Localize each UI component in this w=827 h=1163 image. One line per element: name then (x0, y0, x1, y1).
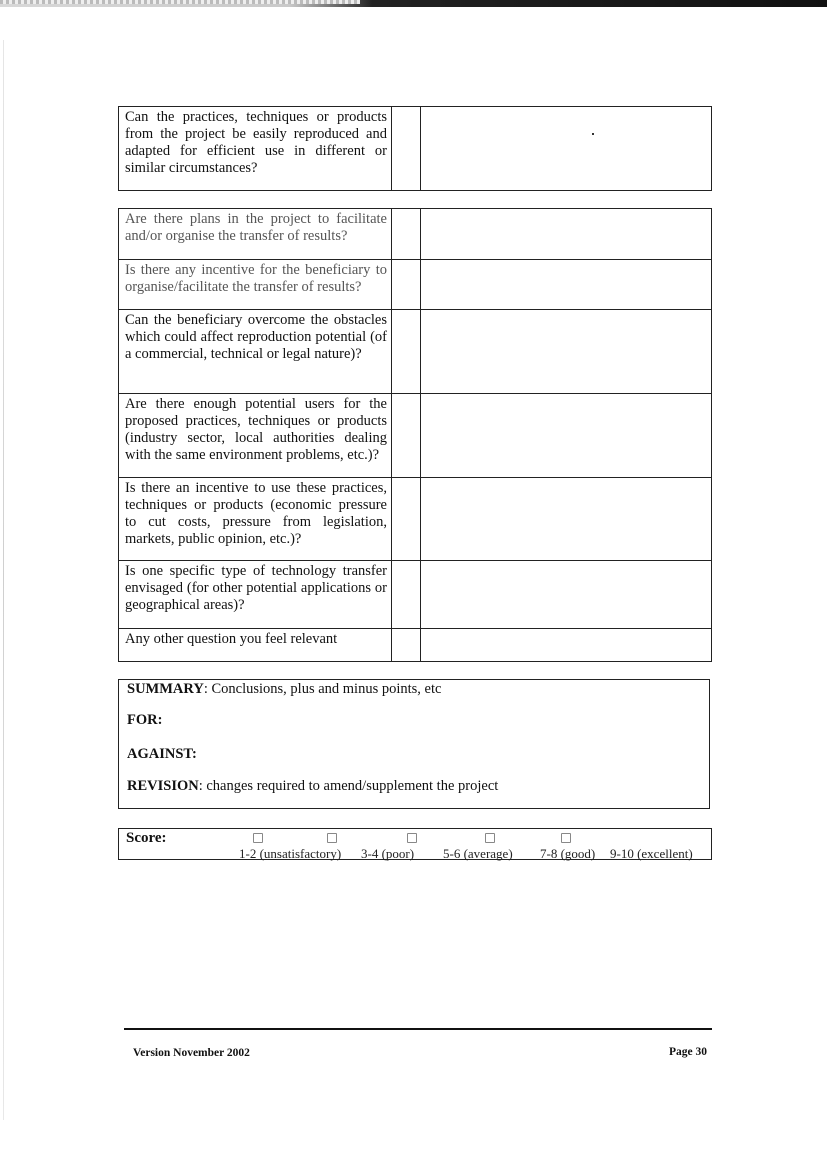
question-cell: Is one specific type of technology transfer envisaged (for other potential applications or geographical areas)? (119, 561, 392, 629)
answer-cell[interactable] (421, 260, 712, 310)
revision-label: REVISION (127, 778, 199, 794)
summary-box[interactable] (118, 679, 710, 809)
table-row (119, 260, 712, 310)
rating-cell[interactable] (392, 394, 421, 478)
transfer-table (118, 208, 712, 662)
answer-cell[interactable] (421, 310, 712, 394)
answer-cell[interactable] (421, 561, 712, 629)
question-cell: Are there enough potential users for the proposed practices, techniques or products (industry sector, local authorities dealing with the same environment problems, etc.)? (119, 394, 392, 478)
for-line (127, 712, 162, 729)
score-option-label: 1-2 (unsatisfactory) (239, 846, 342, 861)
question-cell: Can the practices, techniques or products from the project be easily reproduced and adapted for efficient use in different or similar circumstances? (119, 107, 392, 191)
revision-line (127, 778, 498, 795)
answer-cell[interactable] (421, 394, 712, 478)
table-row (119, 310, 712, 394)
rating-cell[interactable] (392, 107, 421, 191)
table-row (119, 629, 712, 662)
rating-cell[interactable] (392, 629, 421, 662)
score-option-label: 3-4 (poor) (361, 846, 415, 861)
reproducibility-table (118, 106, 712, 191)
scan-left-margin (3, 40, 4, 1120)
question-cell: Any other question you feel relevant (119, 629, 392, 662)
against-label: AGAINST: (127, 746, 197, 762)
rating-cell[interactable] (392, 209, 421, 260)
score-option-label: 9-10 (excellent) (610, 846, 693, 861)
rating-cell[interactable] (392, 260, 421, 310)
checkbox-poor[interactable] (327, 833, 337, 843)
footer-rule (124, 1028, 712, 1030)
table-row (119, 561, 712, 629)
summary-description: : Conclusions, plus and minus points, etc (203, 681, 442, 697)
answer-cell[interactable] (421, 107, 712, 191)
revision-description: : changes required to amend/supplement the project (198, 778, 499, 794)
table-row (119, 107, 712, 191)
scan-top-edge-light (0, 0, 360, 4)
against-line (127, 746, 197, 763)
answer-cell[interactable] (421, 478, 712, 561)
rating-cell[interactable] (392, 478, 421, 561)
table-row (119, 394, 712, 478)
summary-line (127, 681, 441, 698)
answer-cell[interactable] (421, 629, 712, 662)
table-row (119, 209, 712, 260)
footer-version: Version November 2002 (133, 1047, 250, 1059)
footer-page-number: Page 30 (669, 1046, 708, 1058)
checkbox-average[interactable] (407, 833, 417, 843)
score-box (118, 828, 712, 860)
checkbox-excellent[interactable] (561, 833, 571, 843)
question-cell: Is there any incentive for the beneficiary to organise/facilitate the transfer of results? (119, 260, 392, 310)
scan-speck (592, 133, 594, 135)
answer-cell[interactable] (421, 209, 712, 260)
for-label: FOR: (127, 712, 163, 728)
score-option-label: 7-8 (good) (540, 846, 596, 861)
question-cell: Is there an incentive to use these practices, techniques or products (economic pressure to cut costs, pressure from legislation, markets, public opinion, etc.)? (119, 478, 392, 561)
rating-cell[interactable] (392, 310, 421, 394)
score-option-label: 5-6 (average) (443, 846, 513, 861)
table-row (119, 478, 712, 561)
question-cell: Can the beneficiary overcome the obstacles which could affect reproduction potential (of a commercial, technical or legal nature)? (119, 310, 392, 394)
checkbox-good[interactable] (485, 833, 495, 843)
question-cell: Are there plans in the project to facilitate and/or organise the transfer of results? (119, 209, 392, 260)
score-label: Score: (126, 830, 167, 846)
summary-label: SUMMARY (127, 681, 204, 697)
checkbox-unsatisfactory[interactable] (253, 833, 263, 843)
rating-cell[interactable] (392, 561, 421, 629)
